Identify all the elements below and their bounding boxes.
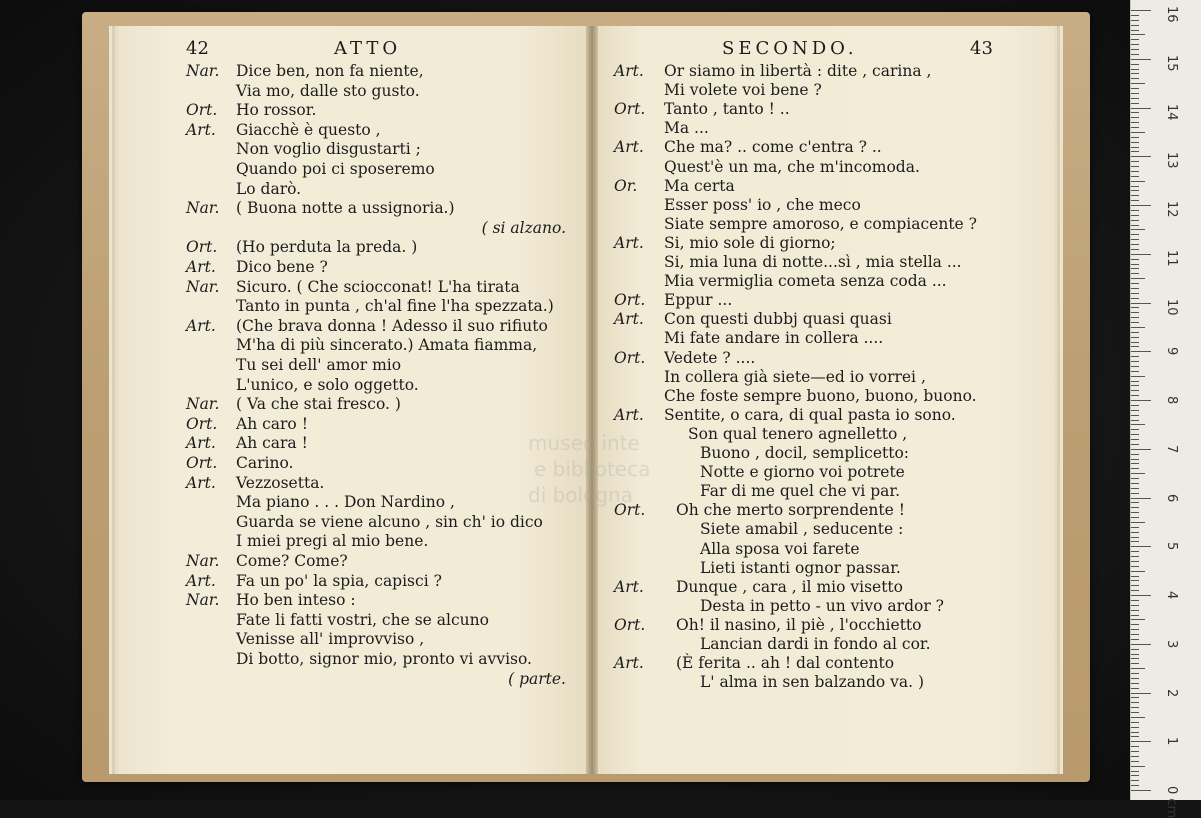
- ruler-label: 10: [1164, 298, 1179, 316]
- ruler-tick: [1131, 697, 1139, 698]
- ruler-tick: [1131, 390, 1139, 391]
- ruler-tick: [1131, 161, 1139, 162]
- ruler-tick: [1131, 771, 1139, 772]
- ruler-tick: [1131, 98, 1139, 99]
- ruler-tick: [1131, 400, 1151, 401]
- left-page-line: Tanto in punta , ch'al fine l'ha spezzata.): [236, 297, 554, 316]
- right-page-line: Che foste sempre buono, buono, buono.: [664, 386, 977, 405]
- ruler-tick: [1131, 498, 1151, 499]
- left-page-line: I miei pregi al mio bene.: [236, 532, 429, 551]
- ruler-tick: [1131, 122, 1139, 123]
- ruler-tick: [1131, 761, 1139, 762]
- ruler-tick: [1131, 127, 1139, 128]
- ruler-tick: [1131, 10, 1151, 11]
- ruler-tick: [1131, 610, 1139, 611]
- ruler-tick: [1131, 156, 1151, 157]
- ruler-tick: [1131, 166, 1139, 167]
- ruler-tick: [1131, 532, 1139, 533]
- ruler-tick: [1131, 190, 1139, 191]
- ruler-tick: [1131, 741, 1151, 742]
- ruler-tick: [1131, 220, 1139, 221]
- left-page-line: Venisse all' improvviso ,: [236, 630, 425, 649]
- right-page-speaker: Art.: [614, 62, 644, 80]
- ruler-tick: [1131, 147, 1139, 148]
- ruler-label: 5: [1164, 542, 1179, 551]
- left-page-speaker: Art.: [186, 571, 216, 590]
- ruler-tick: [1131, 186, 1139, 187]
- measurement-ruler: [1130, 0, 1201, 818]
- ruler-tick: [1131, 64, 1139, 65]
- right-page-line: Con questi dubbj quasi quasi: [664, 310, 892, 329]
- right-page-line: Sentite, o cara, di qual pasta io sono.: [664, 405, 956, 424]
- ruler-tick: [1131, 278, 1145, 279]
- right-page-speaker: Art.: [614, 577, 644, 596]
- ruler-tick: [1131, 215, 1139, 216]
- ruler-tick: [1131, 576, 1139, 577]
- ruler-tick: [1131, 639, 1139, 640]
- right-page-line: Buono , docil, semplicetto:: [700, 444, 910, 462]
- ruler-tick: [1131, 546, 1151, 547]
- ruler-tick: [1131, 566, 1139, 567]
- right-page-speaker: Art.: [614, 310, 644, 329]
- right-page-line: In collera già siete—ed io vorrei ,: [664, 367, 926, 386]
- right-page-number: 43: [970, 38, 993, 59]
- ruler-tick: [1131, 259, 1139, 260]
- left-page-speaker: Art.: [186, 120, 216, 139]
- ruler-tick: [1131, 210, 1139, 211]
- ruler-tick: [1131, 385, 1139, 386]
- right-page-line: (È ferita .. ah ! dal contento: [676, 654, 895, 673]
- right-page-speaker: Art.: [614, 233, 644, 252]
- left-page-line: ( parte.: [508, 669, 566, 688]
- ruler-label: 14: [1164, 103, 1179, 121]
- ruler-tick: [1131, 449, 1151, 450]
- ruler-tick: [1131, 93, 1139, 94]
- ruler-tick: [1131, 176, 1139, 177]
- ruler-tick: [1131, 688, 1139, 689]
- right-page-line: Eppur ...: [664, 291, 733, 310]
- right-page-speaker: Art.: [614, 405, 644, 424]
- ruler-tick: [1131, 629, 1139, 630]
- ruler-tick: [1131, 717, 1145, 718]
- right-page-speaker: Art.: [614, 138, 644, 157]
- ruler-tick: [1131, 478, 1139, 479]
- ruler-tick: [1131, 337, 1139, 338]
- left-page-line: Di botto, signor mio, pronto vi avviso.: [236, 650, 532, 668]
- right-page-speaker: Art.: [614, 654, 644, 673]
- ruler-tick: [1131, 229, 1145, 230]
- right-page-speaker: Ort.: [614, 348, 646, 367]
- ruler-tick: [1131, 59, 1151, 60]
- ruler-tick: [1131, 78, 1139, 79]
- left-page-line: Ma piano . . . Don Nardino ,: [236, 493, 455, 512]
- ruler-tick: [1131, 234, 1139, 235]
- ruler-tick: [1131, 444, 1139, 445]
- ruler-label: 16: [1164, 6, 1179, 23]
- ruler-tick: [1131, 20, 1139, 21]
- right-page-line: Far di me quel che vi par.: [700, 482, 901, 501]
- left-page-line: ( Buona notte a ussignoria.): [236, 199, 455, 218]
- ruler-tick: [1131, 361, 1139, 362]
- ruler-tick: [1131, 580, 1139, 581]
- ruler-tick: [1131, 171, 1139, 172]
- ruler-tick: [1131, 595, 1151, 596]
- ruler-tick: [1131, 376, 1145, 377]
- left-page-line: Vezzosetta.: [236, 473, 325, 492]
- ruler-tick: [1131, 736, 1139, 737]
- ruler-tick: [1131, 15, 1139, 16]
- ruler-tick: [1131, 561, 1139, 562]
- ruler-tick: [1131, 434, 1139, 435]
- watermark-line: e biblioteca: [534, 457, 651, 481]
- ruler-tick: [1131, 424, 1145, 425]
- ruler-tick: [1131, 678, 1139, 679]
- watermark: [528, 430, 650, 508]
- ruler-tick: [1131, 722, 1139, 723]
- left-page-speaker: Art.: [186, 258, 216, 276]
- ruler-tick: [1131, 483, 1139, 484]
- ruler-tick: [1131, 766, 1145, 767]
- left-page-speaker: Art.: [186, 473, 216, 492]
- left-page-line: Ho rossor.: [236, 101, 317, 120]
- ruler-tick: [1131, 756, 1139, 757]
- left-page-line: Ho ben inteso :: [236, 591, 356, 610]
- right-page-line: Mi volete voi bene ?: [664, 81, 822, 100]
- ruler-tick: [1131, 195, 1139, 196]
- ruler-tick: [1131, 88, 1139, 89]
- ruler-tick: [1131, 239, 1139, 240]
- ruler-tick: [1131, 44, 1139, 45]
- ruler-tick: [1131, 371, 1139, 372]
- right-page-line: Esser poss' io , che meco: [664, 195, 861, 214]
- ruler-tick: [1131, 112, 1139, 113]
- left-page-line: ( si alzano.: [481, 218, 566, 237]
- right-page-line: Lancian dardi in fondo al cor.: [700, 635, 931, 653]
- right-page-speaker: Ort.: [614, 291, 646, 310]
- right-page-line: Vedete ? ....: [664, 348, 756, 367]
- left-page-line: Via mo, dalle sto gusto.: [236, 81, 420, 100]
- right-page-line: Mia vermiglia cometa senza coda ...: [664, 272, 947, 291]
- ruler-tick: [1131, 775, 1139, 776]
- left-page-speaker: Ort.: [186, 414, 218, 433]
- left-page-line: Ah caro !: [236, 414, 308, 433]
- ruler-tick: [1131, 619, 1145, 620]
- ruler-tick: [1131, 693, 1151, 694]
- ruler-tick: [1131, 381, 1139, 382]
- ruler-label: 6: [1164, 493, 1179, 502]
- ruler-tick: [1131, 415, 1139, 416]
- ruler-tick: [1131, 683, 1139, 684]
- left-page-line: (Che brava donna ! Adesso il suo rifiuto: [236, 316, 548, 335]
- ruler-tick: [1131, 366, 1139, 367]
- watermark-line: di bologna: [528, 483, 633, 507]
- ruler-tick: [1131, 288, 1139, 289]
- left-page-line: (Ho perduta la preda. ): [236, 238, 418, 257]
- right-page-line: Ma certa: [664, 176, 735, 195]
- right-page-line: Son qual tenero agnelletto ,: [688, 424, 908, 443]
- ruler-tick: [1131, 522, 1145, 523]
- left-page-line: Lo darò.: [236, 179, 302, 198]
- left-page-line: Quando poi ci sposeremo: [236, 160, 435, 178]
- left-page-line: Dico bene ?: [236, 258, 328, 276]
- ruler-tick: [1131, 151, 1139, 152]
- ruler-tick: [1131, 225, 1139, 226]
- ruler-tick: [1131, 420, 1139, 421]
- right-page-line: Or siamo in libertà : dite , carina ,: [664, 62, 932, 80]
- right-page-line: Si, mio sole di giorno;: [664, 233, 836, 252]
- ruler-tick: [1131, 108, 1151, 109]
- ruler-tick: [1131, 746, 1139, 747]
- left-page-line: Sicuro. ( Che sciocconat! L'ha tirata: [236, 277, 520, 296]
- ruler-tick: [1131, 790, 1151, 791]
- left-page-speaker: Nar.: [186, 62, 220, 80]
- ruler-tick: [1131, 254, 1151, 255]
- ruler-label: 13: [1164, 152, 1179, 169]
- ruler-label: 7: [1164, 444, 1179, 454]
- right-page-line: Mi fate andare in collera ....: [664, 329, 884, 348]
- ruler-tick: [1131, 137, 1139, 138]
- ruler-tick: [1131, 658, 1139, 659]
- ruler-tick: [1131, 615, 1139, 616]
- ruler-tick: [1131, 751, 1139, 752]
- right-page-line: Alla sposa voi farete: [700, 539, 860, 558]
- ruler-tick: [1131, 712, 1139, 713]
- ruler-tick: [1131, 668, 1145, 669]
- ruler-tick: [1131, 200, 1139, 201]
- ruler-tick: [1131, 117, 1139, 118]
- ruler-tick: [1131, 293, 1139, 294]
- watermark-line: museo inte: [528, 431, 640, 455]
- ruler-tick: [1131, 322, 1139, 323]
- ruler-tick: [1131, 307, 1139, 308]
- ruler-tick: [1131, 502, 1139, 503]
- left-page-line: Ah cara !: [236, 434, 308, 453]
- ruler-label: 3: [1164, 639, 1179, 649]
- right-page-speaker: Ort.: [614, 100, 646, 119]
- ruler-tick: [1131, 429, 1139, 430]
- ruler-tick: [1131, 537, 1139, 538]
- ruler-tick: [1131, 332, 1139, 333]
- left-page-line: Carino.: [236, 454, 294, 472]
- ruler-tick: [1131, 541, 1139, 542]
- right-page-line: Quest'è un ma, che m'incomoda.: [664, 157, 920, 176]
- ruler-tick: [1131, 273, 1139, 274]
- left-page-speaker: Nar.: [186, 552, 220, 570]
- left-page-line: Non voglio disgustarti ;: [236, 140, 421, 159]
- ruler-tick: [1131, 727, 1139, 728]
- right-page-line: Lieti istanti ognor passar.: [700, 558, 901, 577]
- ruler-tick: [1131, 732, 1139, 733]
- ruler-tick: [1131, 780, 1139, 781]
- ruler-tick: [1131, 702, 1139, 703]
- ruler-tick: [1131, 181, 1145, 182]
- left-page-speaker: Ort.: [186, 101, 218, 120]
- ruler-tick: [1131, 317, 1139, 318]
- ruler-label: 2: [1164, 688, 1179, 697]
- ruler-tick: [1131, 351, 1151, 352]
- ruler-tick: [1131, 103, 1139, 104]
- ruler-tick: [1131, 473, 1145, 474]
- left-page-header: ATTO: [334, 38, 402, 59]
- ruler-tick: [1131, 298, 1139, 299]
- right-page-line: Si, mia luna di notte...sì , mia stella ...: [664, 253, 962, 271]
- ruler-tick: [1131, 624, 1139, 625]
- ruler-tick: [1131, 654, 1139, 655]
- ruler-tick: [1131, 600, 1139, 601]
- ruler-tick: [1131, 454, 1139, 455]
- ruler-tick: [1131, 527, 1139, 528]
- right-page-line: Ma ...: [664, 119, 709, 138]
- right-page-line: Oh che merto sorprendente !: [676, 501, 905, 520]
- ruler-label: 8: [1164, 396, 1179, 405]
- ruler-tick: [1131, 39, 1139, 40]
- right-page-line: Siete amabil , seducente :: [700, 520, 904, 539]
- ruler-tick: [1131, 459, 1139, 460]
- ruler-tick: [1131, 649, 1139, 650]
- ruler-tick: [1131, 54, 1139, 55]
- ruler-tick: [1131, 488, 1139, 489]
- ruler-tick: [1131, 342, 1139, 343]
- ruler-tick: [1131, 663, 1139, 664]
- ruler-tick: [1131, 707, 1139, 708]
- ruler-tick: [1131, 556, 1139, 557]
- ruler-tick: [1131, 312, 1139, 313]
- ruler-label: 1: [1164, 737, 1179, 746]
- ruler-tick: [1131, 507, 1139, 508]
- right-page-line: Oh! il nasino, il piè , l'occhietto: [676, 615, 922, 634]
- ruler-tick: [1131, 25, 1139, 26]
- ruler-label: 12: [1164, 201, 1179, 218]
- ruler-label: 0 cm: [1164, 786, 1179, 818]
- ruler-tick: [1131, 590, 1139, 591]
- ruler-tick: [1131, 132, 1145, 133]
- right-page-line: Dunque , cara , il mio visetto: [676, 577, 903, 596]
- left-page-speaker: Art.: [186, 434, 216, 453]
- ruler-tick: [1131, 512, 1139, 513]
- left-page-speaker: Ort.: [186, 238, 218, 257]
- ruler-tick: [1131, 356, 1139, 357]
- left-page-speaker: Nar.: [186, 277, 220, 296]
- ruler-tick: [1131, 551, 1139, 552]
- ruler-label: 15: [1164, 54, 1179, 72]
- left-page-line: Tu sei dell' amor mio: [236, 356, 402, 374]
- ruler-tick: [1131, 605, 1139, 606]
- ruler-tick: [1131, 468, 1139, 469]
- ruler-tick: [1131, 244, 1139, 245]
- left-page-speaker: Art.: [186, 316, 216, 335]
- ruler-tick: [1131, 249, 1139, 250]
- left-page-line: L'unico, e solo oggetto.: [236, 375, 419, 394]
- ruler-tick: [1131, 517, 1139, 518]
- ruler-tick: [1131, 205, 1151, 206]
- ruler-tick: [1131, 493, 1139, 494]
- right-page-speaker: Or.: [614, 176, 638, 195]
- right-page-line: Siate sempre amoroso, e compiacente ?: [664, 214, 977, 233]
- ruler-tick: [1131, 410, 1139, 411]
- left-page-line: Come? Come?: [236, 552, 348, 570]
- left-page-line: M'ha di più sincerato.) Amata fiamma,: [236, 336, 538, 355]
- ruler-tick: [1131, 405, 1139, 406]
- left-page-number: 42: [186, 38, 209, 59]
- left-page-line: Dice ben, non fa niente,: [236, 62, 424, 80]
- ruler-tick: [1131, 34, 1145, 35]
- ruler-tick: [1131, 673, 1139, 674]
- ruler-label: 11: [1164, 249, 1179, 267]
- left-page-line: Giacchè è questo ,: [236, 120, 381, 139]
- ruler-tick: [1131, 30, 1139, 31]
- right-page-line: Tanto , tanto ! ..: [664, 100, 790, 119]
- ruler-tick: [1131, 571, 1145, 572]
- right-page-speaker: Ort.: [614, 501, 646, 520]
- ruler-tick: [1131, 283, 1139, 284]
- ruler-label: 9: [1164, 347, 1179, 356]
- left-page-line: Fa un po' la spia, capisci ?: [236, 571, 442, 590]
- ruler-tick: [1131, 585, 1139, 586]
- right-page-line: Notte e giorno voi potrete: [700, 463, 905, 482]
- ruler-tick: [1131, 644, 1151, 645]
- right-page-line: Desta in petto - un vivo ardor ?: [700, 596, 944, 615]
- right-page-speaker: Ort.: [614, 615, 646, 634]
- left-page-speaker: Ort.: [186, 454, 218, 472]
- right-page-line: Che ma? .. come c'entra ? ..: [664, 138, 882, 157]
- ruler-tick: [1131, 439, 1139, 440]
- left-page-speaker: Nar.: [186, 199, 220, 218]
- ruler-tick: [1131, 83, 1145, 84]
- ruler-tick: [1131, 634, 1139, 635]
- left-page-line: Fate li fatti vostri, che se alcuno: [236, 610, 489, 629]
- ruler-tick: [1131, 268, 1139, 269]
- ruler-tick: [1131, 395, 1139, 396]
- right-page-header: SECONDO.: [722, 38, 858, 59]
- ruler-tick: [1131, 264, 1139, 265]
- ruler-tick: [1131, 785, 1139, 786]
- left-page-line: ( Va che stai fresco. ): [236, 395, 401, 414]
- book-gutter: [586, 26, 598, 774]
- ruler-tick: [1131, 327, 1145, 328]
- ruler-tick: [1131, 463, 1139, 464]
- ruler-label: 4: [1164, 591, 1179, 600]
- ruler-tick: [1131, 69, 1139, 70]
- left-page-line: Guarda se viene alcuno , sin ch' io dico: [236, 512, 543, 531]
- ruler-tick: [1131, 303, 1151, 304]
- left-page-speaker: Nar.: [186, 395, 220, 414]
- ruler-tick: [1131, 73, 1139, 74]
- right-page-line: L' alma in sen balzando va. ): [700, 673, 925, 692]
- left-page-speaker: Nar.: [186, 591, 220, 610]
- ruler-tick: [1131, 49, 1139, 50]
- ruler-tick: [1131, 142, 1139, 143]
- ruler-tick: [1131, 346, 1139, 347]
